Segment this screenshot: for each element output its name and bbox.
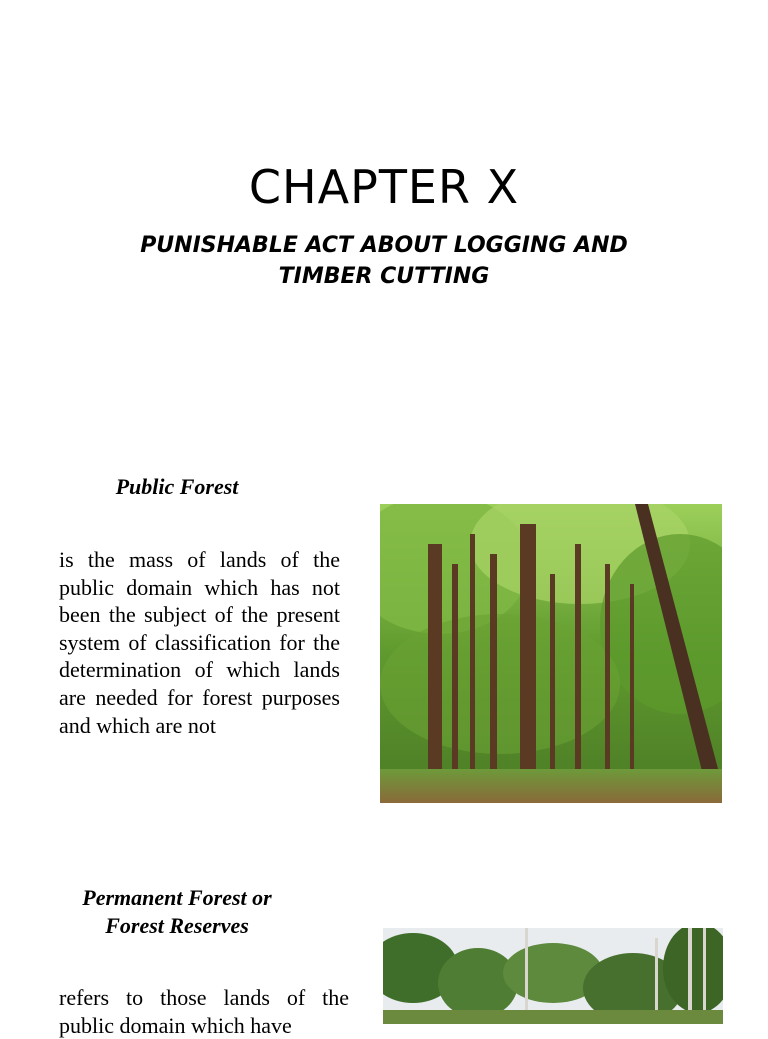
forest-reserve-photo [383, 928, 723, 1024]
chapter-subtitle: PUNISHABLE ACT ABOUT LOGGING AND TIMBER CUTTING [140, 233, 628, 289]
section-heading-permanent-forest: Permanent Forest or Forest Reserves [82, 885, 272, 938]
section-heading-public-forest: Public Forest [115, 474, 239, 499]
section-text-permanent-forest: refers to those lands of the public domain which have [59, 985, 349, 1038]
forest-photo [380, 504, 722, 803]
chapter-title: CHAPTER X [248, 160, 520, 214]
section-text-public-forest: is the mass of lands of the public domain which has not been the subject of the present system of classification for the determination of which lands are needed for forest purposes and which are not [59, 547, 340, 738]
